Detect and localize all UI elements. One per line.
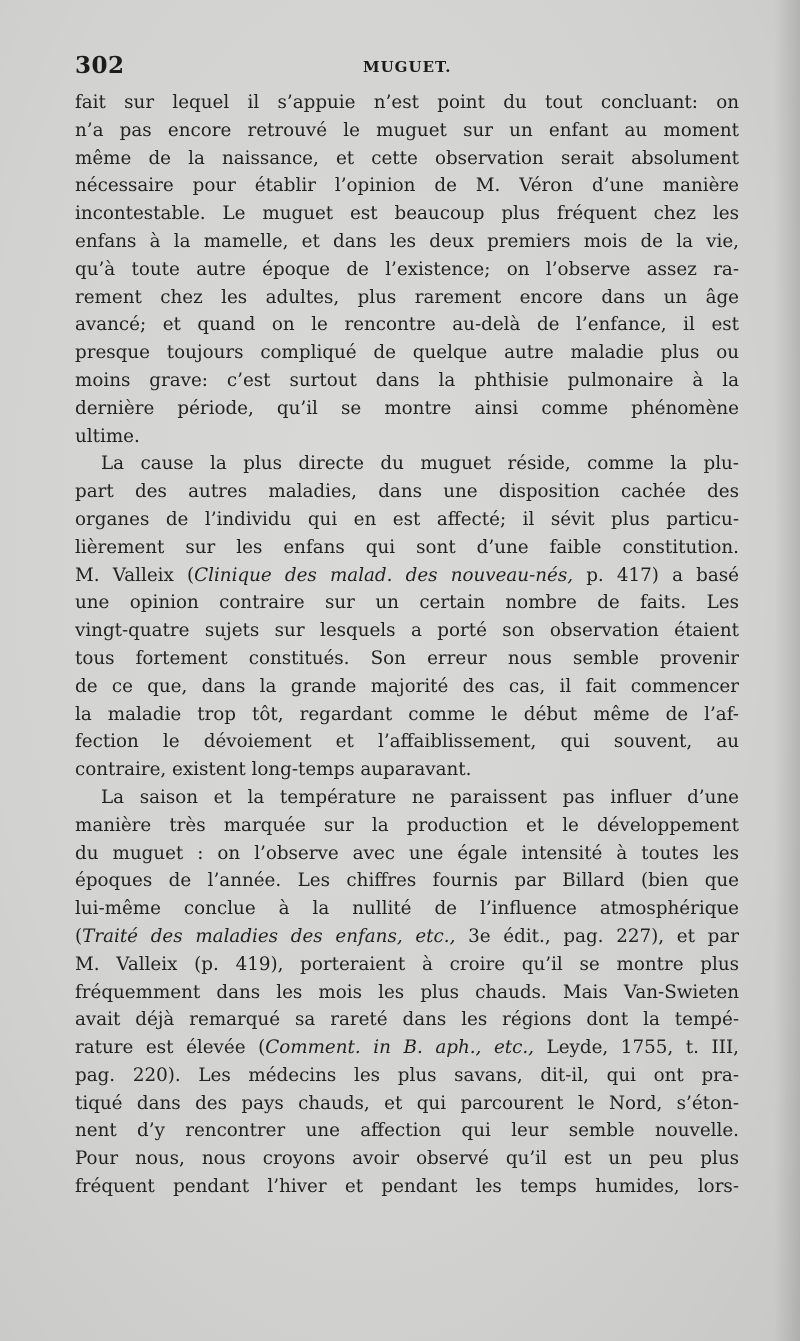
text-line [75,311,739,339]
text-line [75,1006,739,1034]
line-text: la maladie trop tôt, regardant comme le début même de l’af- [75,703,739,725]
text-line [75,145,739,173]
line-text: lièrement sur les enfans qui sont d’une faible constitution. [75,536,739,558]
line-text: Pour nous, nous croyons avoir observé qu’il est un peu plus [75,1148,739,1170]
text-line [75,562,739,590]
line-text: qu’à toute autre époque de l’existence; on l’observe assez ra- [75,258,739,280]
line-text: une opinion contraire sur un certain nombre de faits. Les [75,592,739,614]
citation-italic: Clinique des malad. des nouveau-nés, [194,564,574,586]
text-line [75,1062,739,1090]
text-line [75,645,739,673]
page-edge-shadow [774,0,800,1341]
line-text: enfans à la mamelle, et dans les deux premiers mois de la vie, [75,230,739,252]
line-text: vingt-quatre sujets sur lesquels a porté son observation étaient [75,620,739,642]
text-line [75,951,739,979]
line-text-post: p. 417) a basé [573,564,739,586]
line-text-pre: rature est élevée ( [75,1037,266,1059]
text-line [75,228,739,256]
text-line [75,923,739,951]
line-text: incontestable. Le muguet est beaucoup plus fréquent chez les [75,203,739,225]
text-line [75,1145,739,1173]
line-text: fection le dévoiement et l’affaiblissement, qui souvent, au [75,731,739,753]
text-line [75,784,739,812]
text-line [75,367,739,395]
text-line [75,979,739,1007]
line-text-post: 3e édit., pag. 227), et par [455,925,739,947]
line-text-pre: M. Valleix ( [75,564,195,586]
text-line [75,1173,739,1201]
line-text: tiqué dans des pays chauds, et qui parcourent le Nord, s’éton- [75,1092,739,1114]
line-text-post: Leyde, 1755, t. III, [533,1037,739,1059]
line-text: époques de l’année. Les chiffres fournis par Billard (bien que [75,870,739,892]
page-number: 302 [75,52,125,79]
line-text: part des autres maladies, dans une disposition cachée des [75,481,739,503]
line-text: presque toujours compliqué de quelque autre maladie plus ou [75,342,739,364]
line-text: contraire, existent long-temps auparavant. [75,759,472,781]
body-text [75,89,739,1201]
line-text: La saison et la température ne paraissent pas influer d’une [101,786,739,808]
citation-italic: Traité des maladies des enfans, etc., [82,925,456,947]
line-text: rement chez les adultes, plus rarement encore dans un âge [75,286,739,308]
line-text: n’a pas encore retrouvé le muguet sur un enfant au moment [75,119,739,141]
text-line [75,339,739,367]
text-line [75,117,739,145]
line-text: M. Valleix (p. 419), porteraient à croire qu’il se montre plus [75,953,739,975]
line-text: dernière période, qu’il se montre ainsi comme phénomène [75,397,739,419]
text-line [75,450,739,478]
text-line [75,423,739,451]
running-title: MUGUET. [363,58,452,76]
line-text: de ce que, dans la grande majorité des cas, il fait commencer [75,675,739,697]
text-line [75,840,739,868]
line-text: moins grave: c’est surtout dans la phthisie pulmonaire à la [75,369,739,391]
line-text: nent d’y rencontrer une affection qui leur semble nouvelle. [75,1120,739,1142]
text-line [75,756,739,784]
line-text: pag. 220). Les médecins les plus savans, dit-il, qui ont pra- [75,1064,739,1086]
line-text: La cause la plus directe du muguet réside, comme la plu- [101,453,739,475]
text-line [75,895,739,923]
line-text: ultime. [75,425,140,447]
text-line [75,200,739,228]
text-line [75,812,739,840]
text-line [75,478,739,506]
text-line [75,395,739,423]
text-line [75,534,739,562]
line-text: organes de l’individu qui en est affecté; il sévit plus particu- [75,508,739,530]
text-line [75,589,739,617]
line-text: manière très marquée sur la production et le développement [75,814,739,836]
line-text: lui-même conclue à la nullité de l’influence atmosphérique [75,898,739,920]
line-text: même de la naissance, et cette observation serait absolument [75,147,739,169]
line-text-pre: ( [75,925,83,947]
text-line [75,256,739,284]
text-line [75,1034,739,1062]
line-text: avait déjà remarqué sa rareté dans les régions dont la tempé- [75,1009,739,1031]
page-header [75,52,739,86]
line-text: nécessaire pour établir l’opinion de M. Véron d’une manière [75,175,739,197]
text-line [75,728,739,756]
text-line [75,284,739,312]
line-text: fréquent pendant l’hiver et pendant les temps humides, lors- [75,1176,739,1198]
text-line [75,1117,739,1145]
text-line [75,89,739,117]
text-line [75,701,739,729]
citation-italic: Comment. in B. aph., etc., [265,1037,534,1059]
line-text: tous fortement constitués. Son erreur nous semble provenir [75,647,739,669]
text-line [75,867,739,895]
line-text: fait sur lequel il s’appuie n’est point du tout concluant: on [75,92,739,113]
line-text: fréquemment dans les mois les plus chauds. Mais Van-Swieten [75,981,739,1003]
text-line [75,172,739,200]
text-line [75,506,739,534]
line-text: du muguet : on l’observe avec une égale intensité à toutes les [75,842,739,864]
text-line [75,617,739,645]
text-line [75,1090,739,1118]
text-line [75,673,739,701]
line-text: avancé; et quand on le rencontre au-delà de l’enfance, il est [75,314,739,336]
